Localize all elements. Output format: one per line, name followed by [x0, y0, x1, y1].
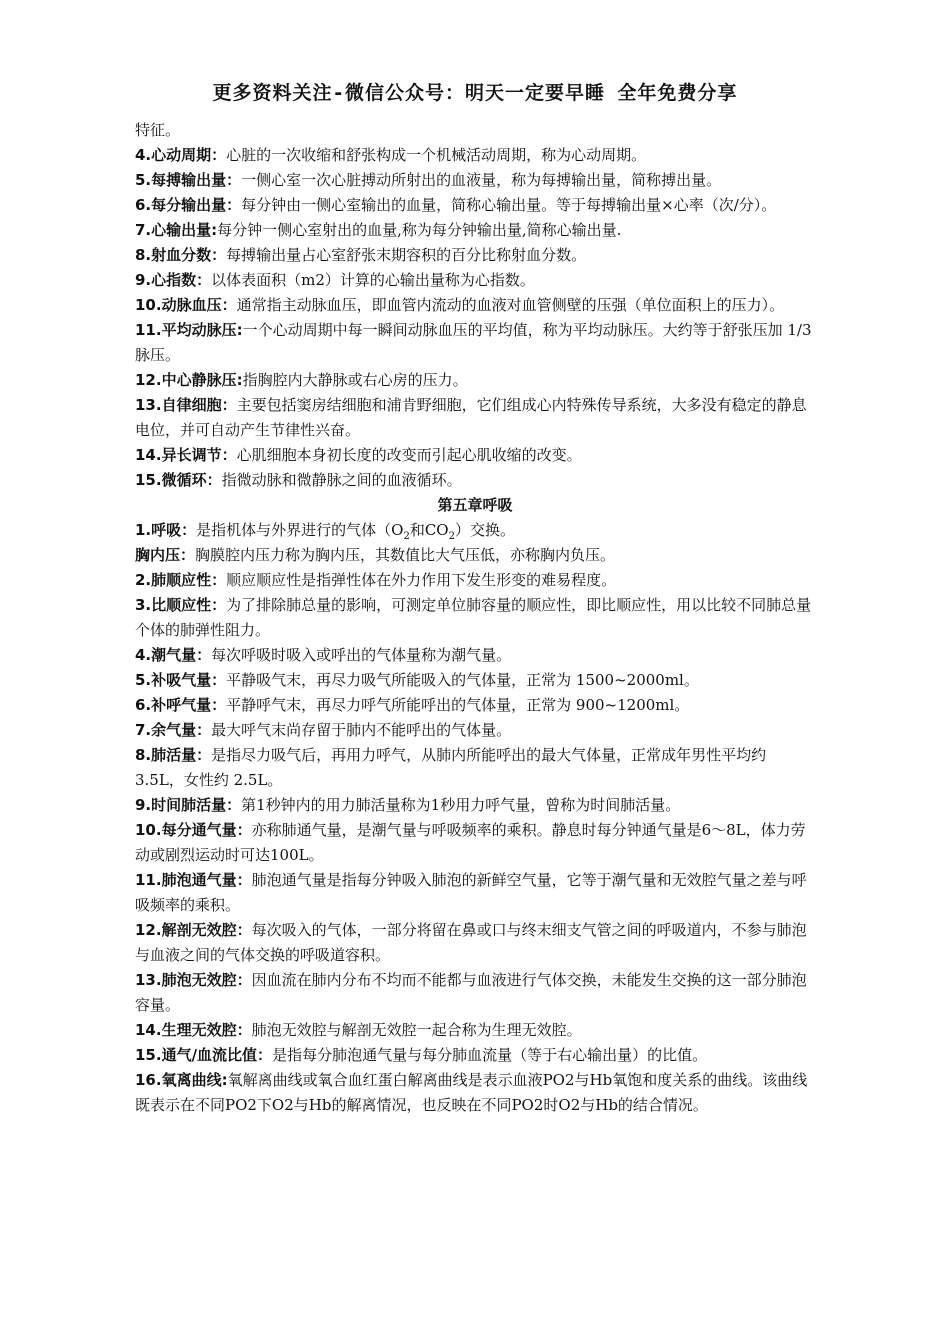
definition: 是指机体与外界进行的气体（O [196, 521, 404, 539]
definition: 平静呼气末，再尽力呼气所能呼出的气体量，正常为 900~1200ml。 [226, 696, 690, 714]
definition: 以体表面积（m2）计算的心输出量称为心指数。 [211, 271, 535, 289]
definition-item [135, 568, 815, 593]
definition: 每分钟由一侧心室输出的血量，简称心输出量。等于每搏输出量×心率（次/分）。 [241, 196, 777, 214]
definition: 每次呼吸时吸入或呼出的气体量称为潮气量。 [211, 646, 512, 664]
definition-item [135, 918, 815, 968]
term: 12.解剖无效腔： [135, 921, 252, 939]
definition: 每搏输出量占心室舒张末期容积的百分比称射血分数。 [226, 246, 587, 264]
term: 14.生理无效腔： [135, 1021, 252, 1039]
term: 胸内压： [135, 546, 196, 564]
term: 15.通气/血流比值： [135, 1046, 273, 1064]
definition: 肺泡通气量是指每分钟吸入肺泡的新鲜空气量，它等于潮气量和无效腔气量之差与呼吸频率的乘积。 [135, 871, 807, 914]
term: 10.动脉血压： [135, 296, 237, 314]
definition: 第1秒钟内的用力肺活量称为1秒用力呼气量，曾称为时间肺活量。 [241, 796, 681, 814]
chapter-title: 第五章呼吸 [437, 496, 513, 514]
term: 1.呼吸： [135, 521, 197, 539]
term: 10.每分通气量： [135, 821, 252, 839]
term: 15.微循环： [135, 471, 222, 489]
definition: 顺应顺应性是指弹性体在外力作用下发生形变的难易程度。 [226, 571, 617, 589]
definition-item [135, 718, 815, 743]
definition: 亦称肺通气量，是潮气量与呼吸频率的乘积。静息时每分钟通气量是6～8L，体力劳动或剧烈运动时可达100L。 [135, 821, 806, 864]
definition: 肺泡无效腔与解剖无效腔一起合称为生理无效腔。 [251, 1021, 582, 1039]
term: 16.氧离曲线: [135, 1071, 228, 1089]
definition-item [135, 318, 815, 368]
definition: 氧解离曲线或氧合血红蛋白解离曲线是表示血液PO2与Hb氧饱和度关系的曲线。该曲线既表示在不同PO2下O2与Hb的解离情况，也反映在不同PO2时O2与Hb的结合情况。 [135, 1071, 808, 1114]
definition-item [135, 1043, 815, 1068]
definition: ）交换。 [454, 521, 515, 539]
definition: 最大呼气末尚存留于肺内不能呼出的气体量。 [211, 721, 512, 739]
definition-item [135, 743, 815, 793]
definition-item [135, 443, 815, 468]
term: 4.心动周期： [135, 146, 227, 164]
chapter4-list [135, 143, 815, 493]
definition-item [135, 543, 815, 568]
definition-item [135, 868, 815, 918]
definition-item [135, 668, 815, 693]
definition: 心脏的一次收缩和舒张构成一个机械活动周期，称为心动周期。 [226, 146, 647, 164]
definition-item [135, 218, 815, 243]
term: 12.中心静脉压: [135, 371, 243, 389]
document-body [135, 118, 815, 1118]
intro-text: 特征。 [135, 121, 181, 139]
term: 7.心输出量: [135, 221, 218, 239]
definition-item [135, 143, 815, 168]
subscript: 2 [403, 531, 410, 542]
term: 13.自律细胞： [135, 396, 237, 414]
definition: 主要包括窦房结细胞和浦肯野细胞，它们组成心内特殊传导系统，大多没有稳定的静息电位，并可自动产生节律性兴奋。 [135, 396, 807, 439]
term: 11.肺泡通气量： [135, 871, 252, 889]
definition-item [135, 693, 815, 718]
term: 11.平均动脉压: [135, 321, 243, 339]
page-header: 更多资料关注-微信公众号：明天一定要早睡 全年免费分享 [212, 82, 738, 104]
definition-item [135, 193, 815, 218]
definition-item [135, 1018, 815, 1043]
definition-item [135, 793, 815, 818]
term: 6.补呼气量： [135, 696, 227, 714]
definition-item [135, 168, 815, 193]
term: 9.时间肺活量： [135, 796, 242, 814]
definition-item [135, 468, 815, 493]
definition: 通常指主动脉血压，即血管内流动的血液对血管侧壁的压强（单位面积上的压力）。 [236, 296, 785, 314]
definition: 指微动脉和微静脉之间的血液循环。 [221, 471, 462, 489]
definition-item [135, 393, 815, 443]
chapter5-list [135, 518, 815, 1118]
term: 9.心指数： [135, 271, 212, 289]
definition-item [135, 1068, 815, 1118]
definition: 胸膜腔内压力称为胸内压，其数值比大气压低，亦称胸内负压。 [195, 546, 616, 564]
definition: 因血流在肺内分布不均而不能都与血液进行气体交换，未能发生交换的这一部分肺泡容量。 [135, 971, 807, 1014]
definition: 一个心动周期中每一瞬间动脉血压的平均值，称为平均动脉压。大约等于舒张压加 1/3 脉压。 [135, 321, 812, 364]
term: 6.每分输出量： [135, 196, 242, 214]
definition: 一侧心室一次心脏搏动所射出的血液量，称为每搏输出量，简称搏出量。 [241, 171, 722, 189]
definition: 是指尽力吸气后，再用力呼气，从肺内所能呼出的最大气体量，正常成年男性平均约 3.5L，女性约 2.5L。 [135, 746, 767, 789]
definition-item [135, 518, 815, 543]
definition: 为了排除肺总量的影响，可测定单位肺容量的顺应性，即比顺应性，用以比较不同肺总量个体的肺弹性阻力。 [135, 596, 812, 639]
term: 8.射血分数： [135, 246, 227, 264]
definition: 指胸腔内大静脉或右心房的压力。 [242, 371, 468, 389]
definition-item [135, 368, 815, 393]
definition-item [135, 643, 815, 668]
definition: 是指每分肺泡通气量与每分肺血流量（等于右心输出量）的比值。 [272, 1046, 708, 1064]
definition: 和CO [409, 521, 449, 539]
definition-item [135, 818, 815, 868]
subscript: 2 [448, 531, 455, 542]
term: 14.异长调节： [135, 446, 237, 464]
definition: 平静吸气末，再尽力吸气所能吸入的气体量，正常为 1500~2000ml。 [226, 671, 699, 689]
definition: 每次吸入的气体，一部分将留在鼻或口与终末细支气管之间的呼吸道内，不参与肺泡与血液之间的气体交换的呼吸道容积。 [135, 921, 807, 964]
definition-item [135, 968, 815, 1018]
term: 13.肺泡无效腔： [135, 971, 252, 989]
definition-item [135, 293, 815, 318]
term: 4.潮气量： [135, 646, 212, 664]
definition-item [135, 243, 815, 268]
definition: 心肌细胞本身初长度的改变而引起心肌收缩的改变。 [236, 446, 582, 464]
definition: 每分钟一侧心室射出的血量,称为每分钟输出量,简称心输出量. [217, 221, 622, 239]
term: 2.肺顺应性： [135, 571, 227, 589]
term: 5.每搏输出量： [135, 171, 242, 189]
term: 5.补吸气量： [135, 671, 227, 689]
definition-item [135, 593, 815, 643]
term: 8.肺活量： [135, 746, 212, 764]
definition-item [135, 268, 815, 293]
term: 7.余气量： [135, 721, 212, 739]
term: 3.比顺应性： [135, 596, 227, 614]
